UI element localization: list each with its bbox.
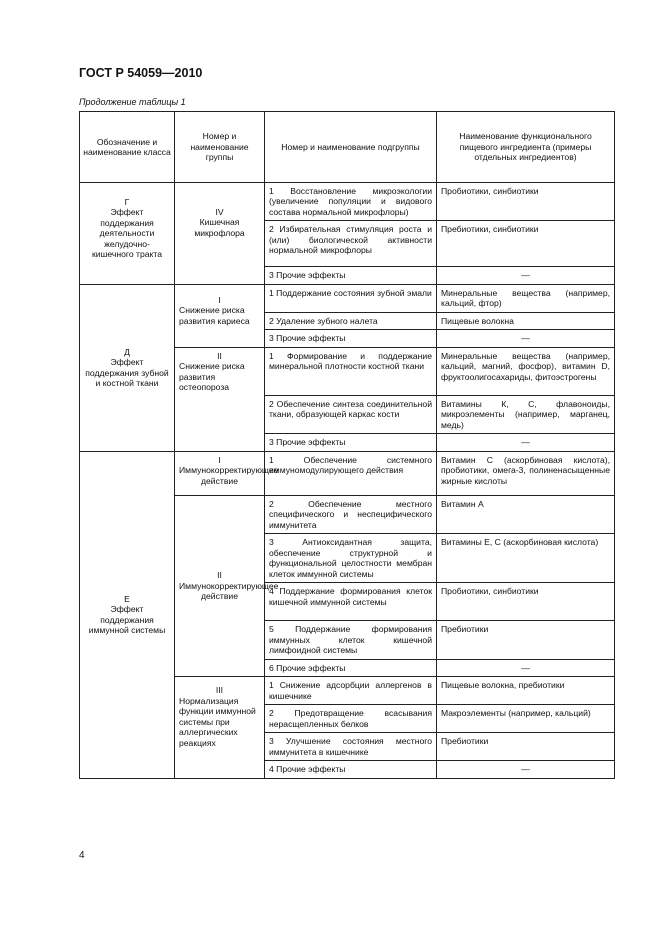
functional-ingredients-table bbox=[79, 111, 615, 779]
class-letter: Е bbox=[124, 593, 130, 604]
table-row bbox=[80, 284, 615, 312]
class-cell-d bbox=[80, 284, 175, 451]
ingredient-cell: Пробиотики, синбиотики bbox=[437, 583, 615, 621]
class-name: Эффект поддержания зубной и костной ткани bbox=[85, 357, 169, 389]
table-caption: Продолжение таблицы 1 bbox=[79, 97, 186, 107]
subgroup-cell: 3 Антиоксидантная защита, обеспечение структурной и функциональной целостности мембран клеток иммунной системы bbox=[265, 534, 437, 583]
group-number: II bbox=[217, 350, 222, 361]
ingredient-cell: — bbox=[437, 267, 615, 284]
group-cell bbox=[175, 347, 265, 451]
ingredient-cell: — bbox=[437, 434, 615, 451]
class-cell-g bbox=[80, 183, 175, 285]
subgroup-cell: 5 Поддержание формирования иммунных клеток кишечной лимфоидной системы bbox=[265, 621, 437, 659]
subgroup-cell: 3 Прочие эффекты bbox=[265, 434, 437, 451]
subgroup-cell: 1 Поддержание состояния зубной эмали bbox=[265, 284, 437, 312]
group-number: I bbox=[218, 454, 221, 465]
ingredient-cell: Пробиотики, синбиотики bbox=[437, 183, 615, 221]
column-header-subgroup: Номер и наименование подгруппы bbox=[265, 112, 437, 183]
table-row bbox=[80, 451, 615, 495]
subgroup-cell: 2 Обеспечение синтеза соединительной ткани, образующей каркас кости bbox=[265, 395, 437, 433]
subgroup-cell: 4 Прочие эффекты bbox=[265, 761, 437, 778]
page-number: 4 bbox=[79, 850, 85, 861]
group-name: Иммунокорректирующее действие bbox=[179, 465, 279, 486]
document-title: ГОСТ Р 54059—2010 bbox=[79, 66, 203, 80]
column-header-group: Номер и наименование группы bbox=[175, 112, 265, 183]
subgroup-cell: 6 Прочие эффекты bbox=[265, 659, 437, 676]
subgroup-cell: 1 Восстановление микроэкологии (увеличение популяции и видового состава нормальной микрофлоры) bbox=[265, 183, 437, 221]
ingredient-cell: Пребиотики, синбиотики bbox=[437, 221, 615, 267]
subgroup-cell: 3 Улучшение состояния местного иммунитета в кишечнике bbox=[265, 733, 437, 761]
class-letter: Г bbox=[124, 197, 130, 207]
subgroup-cell: 2 Удаление зубного налета bbox=[265, 312, 437, 329]
group-number: II bbox=[217, 570, 222, 581]
subgroup-cell: 2 Обеспечение местного специфического и неспецифического иммунитета bbox=[265, 495, 437, 533]
group-name: Снижение риска развития кариеса bbox=[179, 305, 250, 326]
subgroup-cell: 4 Поддержание формирования клеток кишечной иммунной системы bbox=[265, 583, 437, 621]
column-header-ingredient: Наименование функционального пищевого ингредиента (примеры отдельных ингредиентов) bbox=[437, 112, 615, 183]
ingredient-cell: — bbox=[437, 761, 615, 778]
group-name: Иммунокорректирующее действие bbox=[179, 580, 279, 602]
group-name: Снижение риска развития остеопороза bbox=[179, 361, 245, 393]
ingredient-cell: Макроэлементы (например, кальций) bbox=[437, 705, 615, 733]
ingredient-cell: Пищевые волокна, пребиотики bbox=[437, 677, 615, 705]
group-number: I bbox=[218, 294, 221, 305]
group-number: III bbox=[215, 685, 224, 696]
class-cell-e bbox=[80, 451, 175, 778]
group-name: Кишечная микрофлора bbox=[194, 217, 245, 238]
group-cell bbox=[175, 451, 279, 495]
ingredient-cell: Витамины Е, С (аскорбиновая кислота) bbox=[437, 534, 615, 583]
column-header-class: Обозначение и наименование класса bbox=[80, 112, 175, 183]
subgroup-cell: 1 Обеспечение системного иммуномодулирующего действия bbox=[265, 451, 437, 495]
ingredient-cell: Витамин С (аскорбиновая кислота), пробиотики, омега-3, полиненасыщенные жирные кислоты bbox=[437, 451, 615, 495]
table-header-row bbox=[80, 112, 615, 183]
ingredient-cell: — bbox=[437, 659, 615, 676]
class-letter: Д bbox=[124, 346, 130, 357]
group-cell bbox=[175, 183, 265, 285]
table-row bbox=[80, 183, 615, 221]
subgroup-cell: 1 Формирование и поддержание минеральной плотности костной ткани bbox=[265, 347, 437, 395]
ingredient-cell: Витамины К, С, флавоноиды, микроэлементы (например, марганец, медь) bbox=[437, 395, 615, 433]
ingredient-cell: Витамин А bbox=[437, 495, 615, 533]
ingredient-cell: Минеральные вещества (например, кальций, магний, фосфор), витамин D, фруктоолигосахариды, фитоэстрогены bbox=[437, 347, 615, 395]
group-number: IV bbox=[215, 207, 224, 217]
ingredient-cell: Пищевые волокна bbox=[437, 312, 615, 329]
subgroup-cell: 2 Избирательная стимуляция роста и (или) биологической активности нормальной микрофлоры bbox=[265, 221, 437, 267]
group-cell bbox=[175, 284, 265, 347]
ingredient-cell: — bbox=[437, 330, 615, 347]
ingredient-cell: Пребиотики bbox=[437, 621, 615, 659]
group-cell bbox=[175, 677, 265, 778]
subgroup-cell: 2 Предотвращение всасывания нерасщепленных белков bbox=[265, 705, 437, 733]
ingredient-cell: Пребиотики bbox=[437, 733, 615, 761]
subgroup-cell: 3 Прочие эффекты bbox=[265, 330, 437, 347]
group-name: Нормализация функции иммунной системы при аллергических реакциях bbox=[179, 695, 256, 748]
ingredient-cell: Минеральные вещества (например, кальций, фтор) bbox=[437, 284, 615, 312]
subgroup-cell: 3 Прочие эффекты bbox=[265, 267, 437, 284]
class-name: Эффект поддержания иммунной системы bbox=[88, 604, 166, 636]
group-cell bbox=[175, 495, 279, 676]
subgroup-cell: 1 Снижение адсорбции аллергенов в кишечнике bbox=[265, 677, 437, 705]
class-name: Эффект поддержания деятельности желудочно-кишечного тракта bbox=[91, 207, 163, 260]
